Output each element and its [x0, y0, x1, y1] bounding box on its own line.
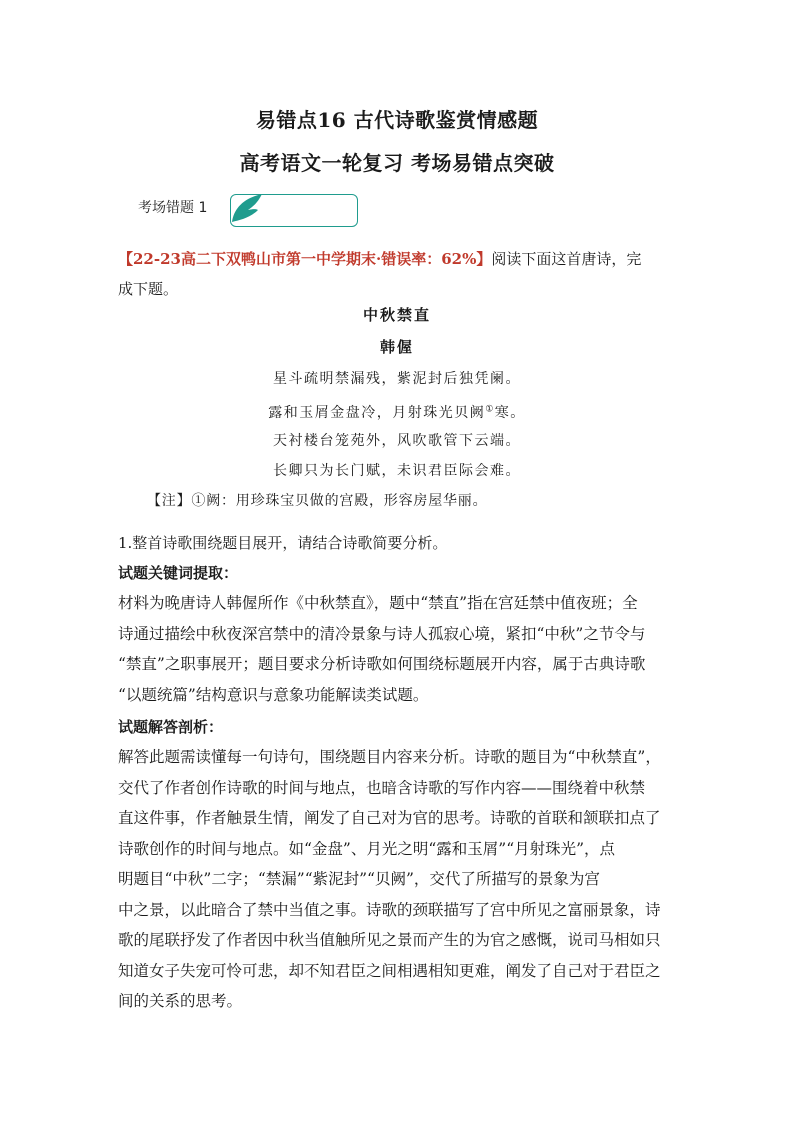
text-line: 中之景，以此暗合了禁中当值之事。诗歌的颈联描写了宫中所见之富丽景象，诗 — [118, 900, 661, 919]
poem-line-2-end: 寒。 — [494, 405, 526, 421]
poem-line-1: 星斗疏明禁漏残，紫泥封后独凭阑。 — [273, 371, 521, 387]
intro-text: 阅读下面这首唐诗，完 — [491, 250, 642, 268]
text-line: 诗通过描绘中秋夜深宫禁中的清冷景象与诗人孤寂心境，紧扣“中秋”之节令与 — [118, 624, 646, 643]
text-line: 交代了作者创作诗歌的时间与地点，也暗含诗歌的写作内容——围绕着中秋禁 — [118, 778, 646, 797]
text-line: “禁直”之职事展开；题目要求分析诗歌如何围绕标题展开内容，属于古典诗歌 — [118, 655, 646, 673]
section-heading-analysis: 试题解答剖析： — [118, 718, 224, 736]
text-line: 知道女子失宠可怜可悲，却不知君臣之间相遇相知更难，阐发了自己对于君臣之 — [118, 961, 661, 980]
text-line: 直这件事，作者触景生情，阐发了自己对为官的思考。诗歌的首联和颔联扣点了 — [118, 809, 661, 827]
keywords-body — [118, 588, 678, 710]
poem-line-2 — [0, 402, 794, 422]
analysis-body — [118, 742, 678, 1017]
text-line: 解答此题需读懂每一句诗句，围绕题目内容来分析。诗歌的题目为“中秋禁直”， — [118, 748, 661, 766]
footnote-mark: ① — [485, 404, 495, 415]
section-heading-keywords: 试题关键词提取： — [118, 564, 239, 582]
poem-author: 韩偓 — [379, 338, 414, 356]
poem-line-2-text: 露和玉屑金盘冷，月射珠光贝阙 — [268, 405, 486, 421]
intro-paragraph — [118, 244, 678, 304]
intro-text-2: 成下题。 — [118, 280, 179, 298]
page-subtitle: 高考语文一轮复习 考场易错点突破 — [239, 151, 555, 175]
badge-label: 考场错题 1 — [138, 200, 208, 216]
text-line: 间的关系的思考。 — [118, 992, 243, 1010]
text-line: 歌的尾联抒发了作者因中秋当值触所见之景而产生的为官之感慨，说司马相如只 — [118, 931, 661, 949]
text-line: 诗歌创作的时间与地点。如“金盘”、月光之明“露和玉屑”“月射珠光”，点 — [118, 839, 616, 858]
page-title: 易错点16 古代诗歌鉴赏情感题 — [255, 108, 539, 132]
leaf-icon — [228, 188, 268, 228]
poem-note: 【注】①阙：用珍珠宝贝做的宫殿，形容房屋华丽。 — [147, 493, 488, 509]
question-text: 1.整首诗歌围绕题目展开，请结合诗歌简要分析。 — [118, 534, 448, 552]
text-line: 明题目“中秋”二字；“禁漏”“紫泥封”“贝阙”，交代了所描写的景象为宫 — [118, 870, 600, 888]
poem-title: 中秋禁直 — [362, 306, 431, 324]
text-line: 材料为晚唐诗人韩偓所作《中秋禁直》，题中“禁直”指在宫廷禁中值夜班；全 — [118, 594, 638, 612]
text-line: “以题统篇”结构意识与意象功能解读类试题。 — [118, 685, 429, 704]
source-tag: 【22-23高二下双鸭山市第一中学期末·错误率：62%】 — [118, 250, 492, 268]
poem-line-3: 天衬楼台笼苑外，风吹歌管下云端。 — [273, 433, 521, 449]
poem-line-4: 长卿只为长门赋，未识君臣际会难。 — [273, 463, 521, 479]
